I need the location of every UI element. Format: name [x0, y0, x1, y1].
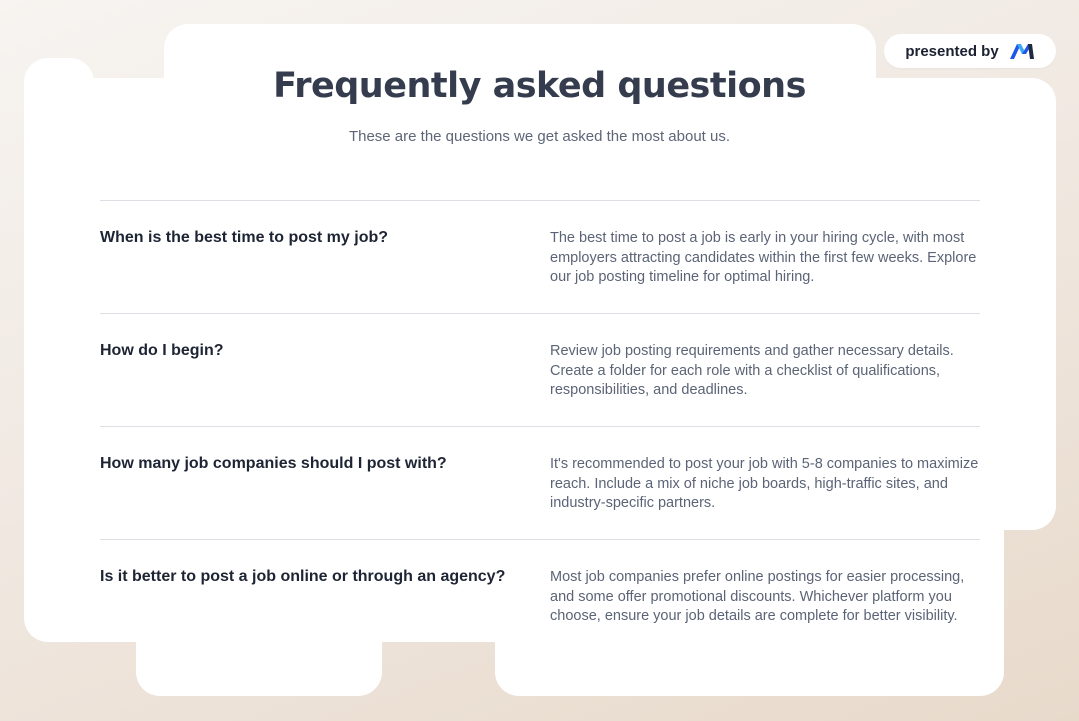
faq-question: How many job companies should I post with?	[100, 455, 447, 472]
presented-by-label: presented by	[905, 42, 999, 60]
faq-answer: It's recommended to post your job with 5-8 companies to maximize reach. Include a mix of niche job boards, high-traffic sites, and industry-specific partners.	[550, 456, 979, 511]
faq-item[interactable]	[100, 426, 980, 539]
faq-item[interactable]	[100, 539, 980, 652]
faq-question: How do I begin?	[100, 342, 224, 359]
faq-question: When is the best time to post my job?	[100, 229, 389, 246]
faq-answer: Most job companies prefer online postings for easier processing, and some offer promotional discounts. Whichever platform you choose, ensure your job details are complete for better visibility.	[550, 569, 965, 624]
faq-item[interactable]	[100, 200, 980, 313]
brand-m-logo-icon	[1009, 42, 1035, 60]
page-title: Frequently asked questions	[273, 66, 806, 106]
presented-by-badge[interactable]	[884, 34, 1056, 68]
faq-list	[100, 200, 980, 652]
faq-answer: The best time to post a job is early in your hiring cycle, with most employers attracting candidates within the first few weeks. Explore our job posting timeline for optimal hiring.	[550, 230, 977, 285]
faq-item[interactable]	[100, 313, 980, 426]
faq-question: Is it better to post a job online or through an agency?	[100, 568, 506, 585]
page-subtitle: These are the questions we get asked the most about us.	[348, 128, 731, 145]
faq-answer: Review job posting requirements and gather necessary details. Create a folder for each role with a checklist of qualifications, responsibilities, and deadlines.	[550, 343, 954, 398]
